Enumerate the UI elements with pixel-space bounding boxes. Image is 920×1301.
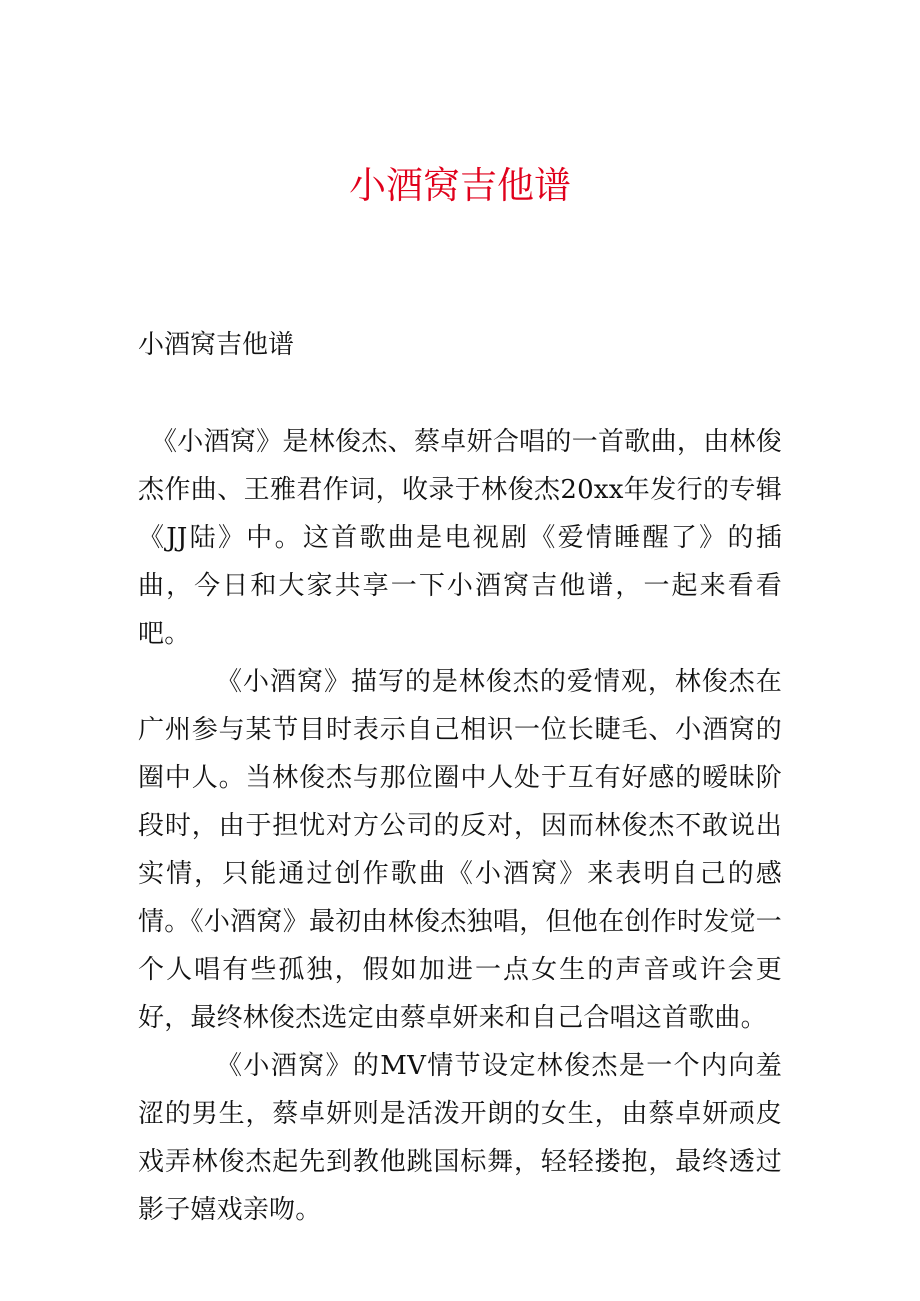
document-title: 小酒窝吉他谱 bbox=[349, 164, 571, 207]
paragraph-intro: 《小酒窝》是林俊杰、蔡卓妍合唱的一首歌曲，由林俊杰作曲、王雅君作词，收录于林俊杰20xx年发行的专辑《JJ陆》中。这首歌曲是电视剧《爱情睡醒了》的插曲，今日和大家共享一下小酒窝吉他谱，一起来看看吧。 bbox=[138, 427, 782, 649]
document-body bbox=[138, 418, 782, 1234]
paragraph-mv: 《小酒窝》的MV情节设定林俊杰是一个内向羞涩的男生，蔡卓妍则是活泼开朗的女生，由蔡卓妍顽皮戏弄林俊杰起先到教他跳国标舞，轻轻搂抱，最终透过影子嬉戏亲吻。 bbox=[138, 1051, 782, 1225]
document-subtitle: 小酒窝吉他谱 bbox=[138, 330, 295, 360]
paragraph-background: 《小酒窝》描写的是林俊杰的爱情观，林俊杰在广州参与某节目时表示自己相识一位长睫毛、小酒窝的圈中人。当林俊杰与那位圈中人处于互有好感的暧昧阶段时，由于担忧对方公司的反对，因而林俊杰不敢说出实情，只能通过创作歌曲《小酒窝》来表明自己的感情。《小酒窝》最初由林俊杰独唱，但他在创作时发觉一个人唱有些孤独，假如加进一点女生的声音或许会更好，最终林俊杰选定由蔡卓妍来和自己合唱这首歌曲。 bbox=[138, 667, 782, 1033]
